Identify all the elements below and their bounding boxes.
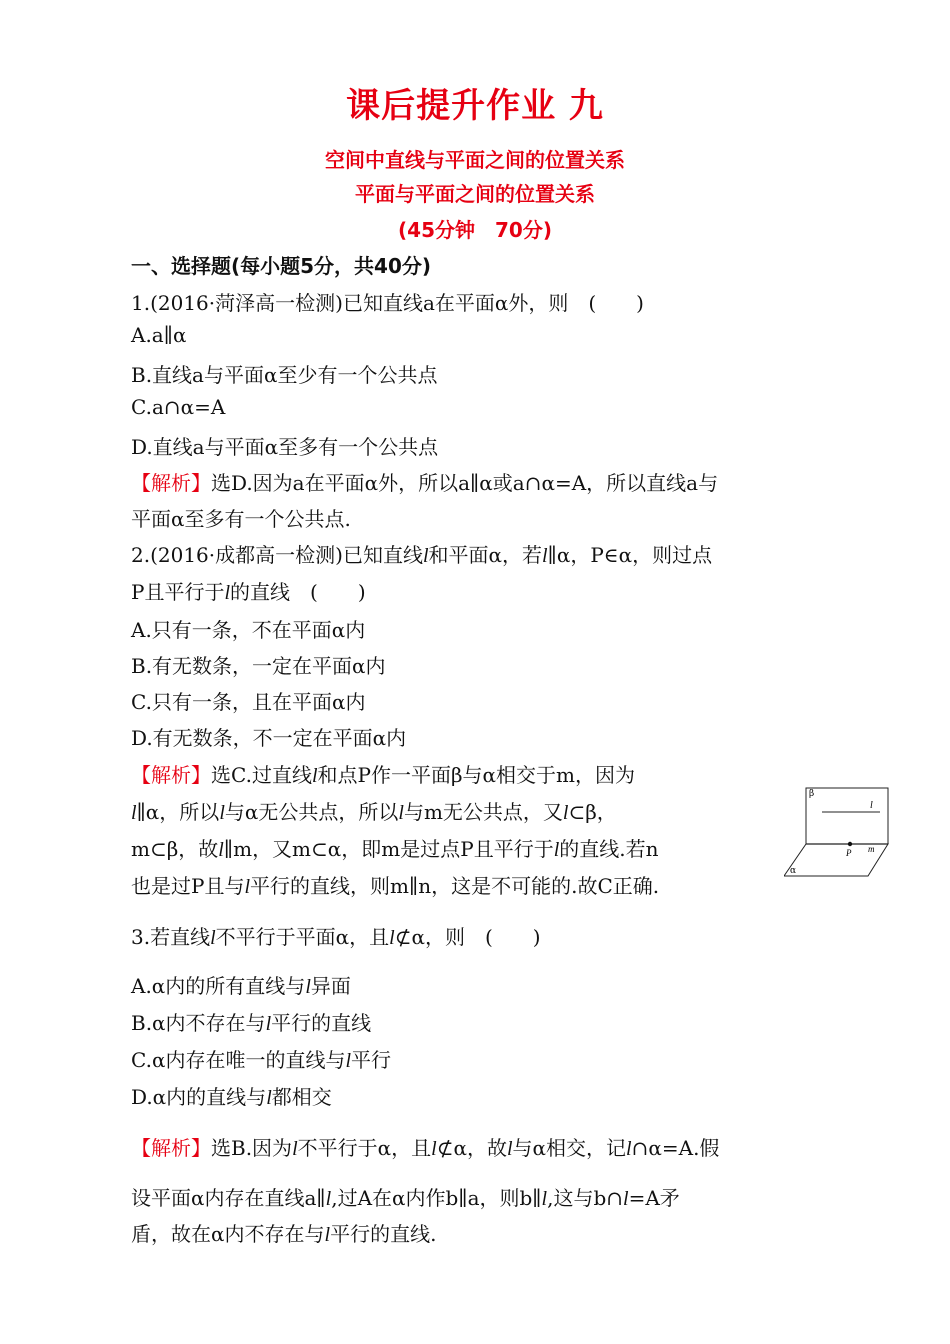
solution-tag: 【解析】 (131, 471, 211, 495)
label-beta: β (809, 789, 815, 799)
solution-tag: 【解析】 (131, 763, 211, 787)
q3-stem: 3.若直线l不平行于平面α，且l⊄α，则 ( ) (131, 925, 541, 949)
q1-solution-line-2: 平面α至多有一个公共点. (131, 507, 351, 531)
q1-option-d: D.直线a与平面α至多有一个公共点 (131, 435, 439, 459)
plane-beta (806, 788, 888, 844)
q1-option-b: B.直线a与平面α至少有一个公共点 (131, 363, 438, 387)
q2-option-a: A.只有一条，不在平面α内 (131, 618, 366, 642)
page-title: 课后提升作业 九 (346, 86, 604, 126)
q3-option-c: C.α内存在唯一的直线与l平行 (131, 1048, 392, 1072)
q3-option-b: B.α内不存在与l平行的直线 (131, 1011, 372, 1035)
q1-option-c: C.a∩α=A (131, 395, 226, 419)
point-p (848, 842, 852, 846)
q2-option-d: D.有无数条，不一定在平面α内 (131, 726, 407, 750)
q2-solution-line-4: 也是过P且与l平行的直线，则m∥n，这是不可能的.故C正确. (131, 874, 660, 898)
q3-solution-line-2: 设平面α内存在直线a∥l,过A在α内作b∥a，则b∥l,这与b∩l=A矛 (131, 1186, 680, 1210)
q2-option-b: B.有无数条，一定在平面α内 (131, 654, 386, 678)
label-alpha: α (790, 866, 797, 876)
q2-solution-line-3: m⊂β，故l∥m，又m⊂α，即m是过点P且平行于l的直线.若n (131, 837, 659, 861)
subtitle-1: 空间中直线与平面之间的位置关系 (325, 148, 625, 172)
time-score: (45分钟 70分) (398, 218, 552, 242)
label-p: P (846, 848, 852, 858)
q2-stem-line-1: 2.(2016·成都高一检测)已知直线l和平面α，若l∥α，P∈α，则过点 (131, 543, 713, 567)
label-l: l (870, 800, 873, 811)
subtitle-2: 平面与平面之间的位置关系 (355, 182, 595, 206)
q1-solution-line-1: 【解析】选D.因为a在平面α外，所以a∥α或a∩α=A，所以直线a与 (131, 471, 719, 495)
q3-solution-line-1: 【解析】选B.因为l不平行于α，且l⊄α，故l与α相交，记l∩α=A.假 (131, 1136, 720, 1160)
q2-solution-line-2: l∥α，所以l与α无公共点，所以l与m无公共点，又l⊂β， (131, 800, 617, 824)
q2-option-c: C.只有一条，且在平面α内 (131, 690, 366, 714)
q1-stem: 1.(2016·菏泽高一检测)已知直线a在平面α外，则 ( ) (131, 291, 644, 315)
q1-option-a: A.a∥α (131, 323, 187, 347)
q3-solution-line-3: 盾，故在α内不存在与l平行的直线. (131, 1222, 437, 1246)
q3-option-d: D.α内的直线与l都相交 (131, 1085, 332, 1109)
q2-solution-line-1: 【解析】选C.过直线l和点P作一平面β与α相交于m，因为 (131, 763, 636, 787)
label-m: m (868, 844, 875, 854)
solution-tag: 【解析】 (131, 1136, 211, 1160)
section-heading: 一、选择题(每小题5分，共40分) (131, 254, 432, 278)
q2-stem-line-2: P且平行于l的直线 ( ) (131, 580, 366, 604)
q3-option-a: A.α内的所有直线与l异面 (131, 974, 351, 998)
planes-figure (784, 782, 904, 892)
